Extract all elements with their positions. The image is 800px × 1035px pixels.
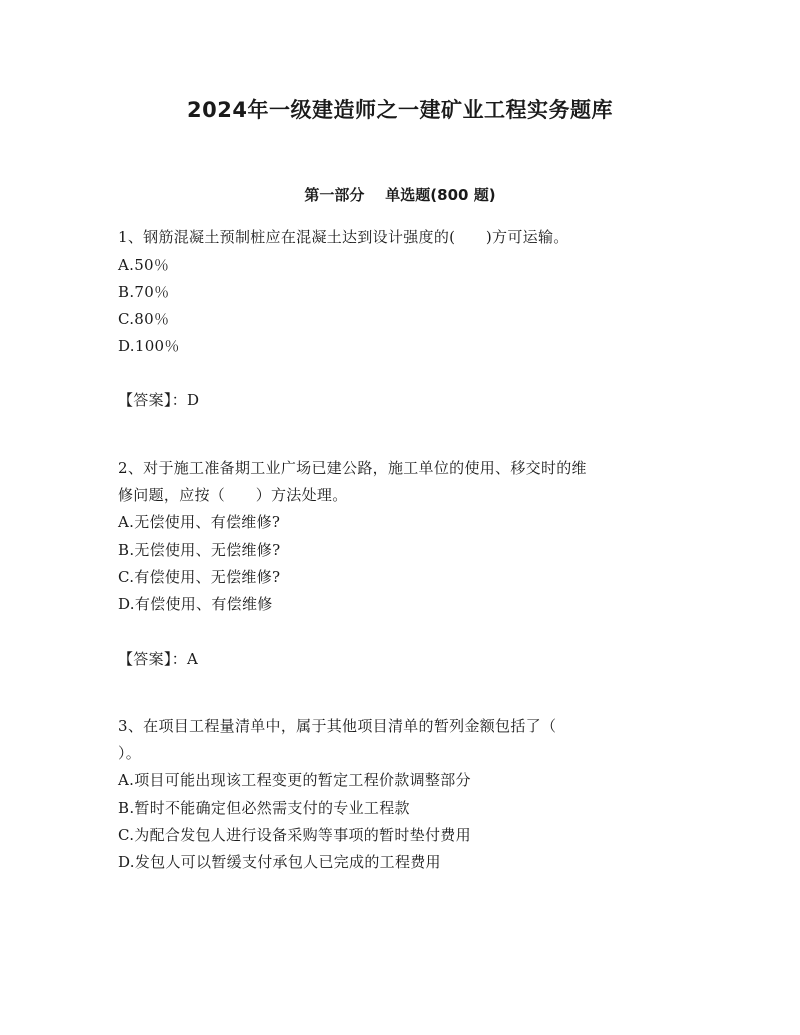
question-3-option-d: D.发包人可以暂缓支付承包人已完成的工程费用 (118, 853, 441, 871)
question-2-option-b: B.无偿使用、无偿维修? (118, 541, 281, 559)
question-3-stem-line-1: 3、在项目工程量清单中，属于其他项目清单的暂列金额包括了（ (118, 717, 557, 735)
question-1-answer: 【答案】：D (118, 391, 200, 409)
question-2-option-d: D.有偿使用、有偿维修 (118, 595, 273, 613)
question-3-option-c: C.为配合发包人进行设备采购等事项的暂时垫付费用 (118, 826, 471, 844)
question-2-stem-line-2: 修问题，应按（ ）方法处理。 (118, 486, 348, 504)
question-2-stem-line-1: 2、对于施工准备期工业广场已建公路，施工单位的使用、移交时的维 (118, 459, 587, 477)
document-title: 2024年一级建造师之一建矿业工程实务题库 (187, 98, 613, 122)
question-2-option-a: A.无偿使用、有偿维修? (118, 513, 281, 531)
question-3-stem-line-2: ）。 (118, 744, 142, 762)
question-3-option-a: A.项目可能出现该工程变更的暂定工程价款调整部分 (118, 771, 471, 789)
section-title: 第一部分 单选题(800 题) (304, 186, 496, 204)
question-1-option-a: A.50％ (118, 256, 170, 274)
question-1-stem: 1、钢筋混凝土预制桩应在混凝土达到设计强度的( )方可运输。 (118, 228, 569, 246)
question-2-answer: 【答案】：A (118, 650, 199, 668)
question-1-option-c: C.80％ (118, 310, 170, 328)
question-2-option-c: C.有偿使用、无偿维修? (118, 568, 281, 586)
question-3-option-b: B.暂时不能确定但必然需支付的专业工程款 (118, 799, 410, 817)
question-1-option-d: D.100％ (118, 337, 180, 355)
question-1-option-b: B.70％ (118, 283, 170, 301)
